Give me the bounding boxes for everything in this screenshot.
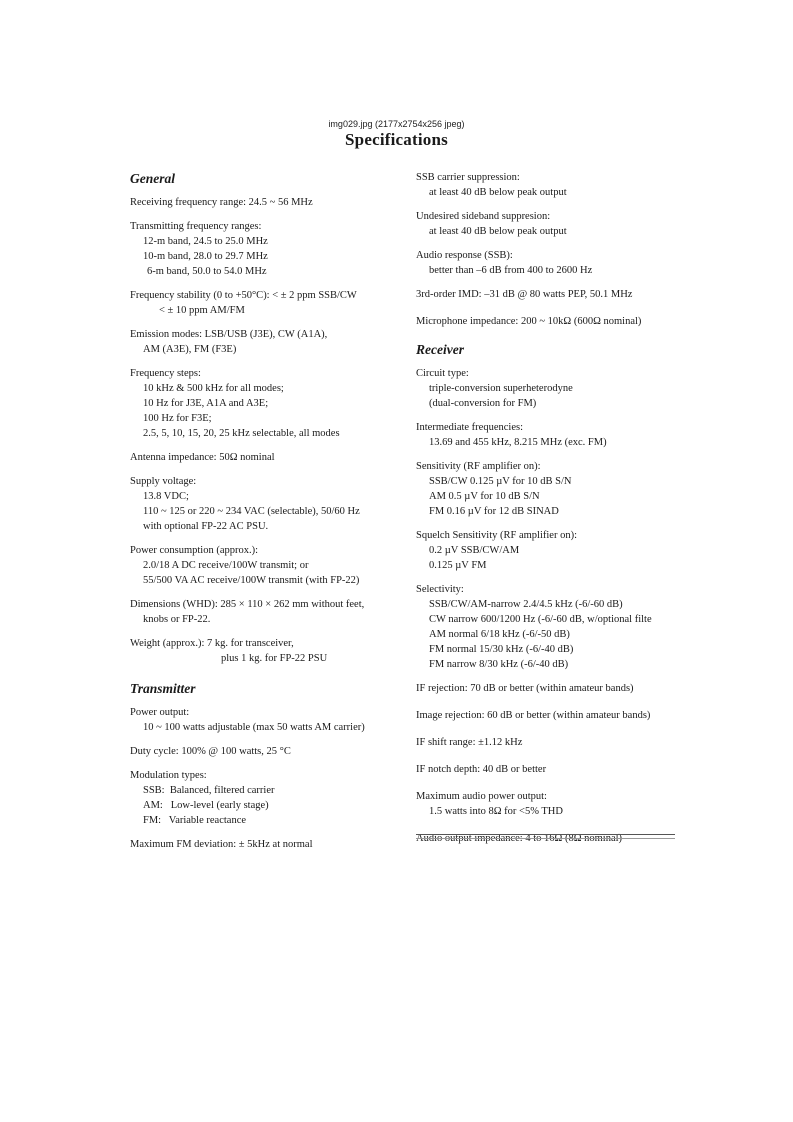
- spec-label: SSB carrier suppression:: [416, 172, 520, 183]
- image-caption: img029.jpg (2177x2754x256 jpeg): [328, 119, 465, 129]
- spec-label: Sensitivity (RF amplifier on):: [416, 461, 541, 472]
- spec-value: SSB/CW/AM-narrow 2.4/4.5 kHz (-6/-60 dB): [429, 599, 623, 610]
- spec-value: AM: Low-level (early stage): [143, 800, 269, 811]
- spec-value: 10-m band, 28.0 to 29.7 MHz: [143, 251, 268, 262]
- spec-selectivity: [416, 582, 686, 672]
- spec-value: 0.2 µV SSB/CW/AM: [429, 545, 520, 556]
- spec-transmitting-ranges: [130, 219, 392, 279]
- spec-value: 55/500 VA AC receive/100W transmit (with FP-22): [143, 575, 360, 586]
- spec-value: FM narrow 8/30 kHz (-6/-40 dB): [429, 659, 569, 670]
- section-general-heading: General: [130, 171, 175, 186]
- spec-value: knobs or FP-22.: [143, 614, 211, 625]
- spec-value: 10 kHz & 500 kHz for all modes;: [143, 383, 284, 394]
- page-title: Specifications: [345, 130, 448, 149]
- spec-value: FM normal 15/30 kHz (-6/-40 dB): [429, 644, 574, 655]
- spec-value: 0.125 µV FM: [429, 560, 487, 571]
- spec-value: at least 40 dB below peak output: [429, 226, 567, 237]
- spec-intermediate-frequencies: [416, 420, 686, 450]
- spec-if-shift: [416, 735, 686, 750]
- spec-line: IF rejection: 70 dB or better (within amateur bands): [416, 683, 634, 694]
- spec-line: Receiving frequency range: 24.5 ~ 56 MHz: [130, 197, 313, 208]
- spec-sensitivity: [416, 459, 686, 519]
- spec-value: CW narrow 600/1200 Hz (-6/-60 dB, w/optional filte: [429, 614, 652, 625]
- spec-label: Modulation types:: [130, 770, 207, 781]
- spec-label: Audio response (SSB):: [416, 250, 513, 261]
- spec-value: better than –6 dB from 400 to 2600 Hz: [429, 265, 593, 276]
- right-column: [416, 170, 686, 855]
- spec-dimensions: [130, 597, 392, 627]
- spec-label: Circuit type:: [416, 368, 469, 379]
- spec-frequency-stability: [130, 288, 392, 318]
- spec-value: SSB: Balanced, filtered carrier: [143, 785, 275, 796]
- spec-value: (dual-conversion for FM): [429, 398, 537, 409]
- section-transmitter-heading: Transmitter: [130, 681, 196, 696]
- spec-power-consumption: [130, 543, 392, 588]
- spec-value: 10 Hz for J3E, A1A and A3E;: [143, 398, 269, 409]
- spec-line: IF notch depth: 40 dB or better: [416, 764, 547, 775]
- spec-value: at least 40 dB below peak output: [429, 187, 567, 198]
- spec-receiving-range: [130, 195, 392, 210]
- spec-value: AM normal 6/18 kHz (-6/-50 dB): [429, 629, 570, 640]
- spec-value: 2.0/18 A DC receive/100W transmit; or: [143, 560, 309, 571]
- spec-line: Frequency stability (0 to +50°C): < ± 2 ppm SSB/CW: [130, 290, 357, 301]
- spec-emission-modes: [130, 327, 392, 357]
- spec-value: with optional FP-22 AC PSU.: [143, 521, 269, 532]
- spec-line: Duty cycle: 100% @ 100 watts, 25 °C: [130, 746, 291, 757]
- spec-line: Audio output impedance: 4 to 16Ω (8Ω nominal): [416, 833, 623, 844]
- spec-value: triple-conversion superheterodyne: [429, 383, 573, 394]
- spec-if-notch: [416, 762, 686, 777]
- spec-line: Microphone impedance: 200 ~ 10kΩ (600Ω nominal): [416, 316, 642, 327]
- spec-value: plus 1 kg. for FP-22 PSU: [221, 653, 328, 664]
- spec-frequency-steps: [130, 366, 392, 441]
- spec-if-rejection: [416, 681, 686, 696]
- spec-audio-response: [416, 248, 686, 278]
- spec-line: Weight (approx.): 7 kg. for transceiver,: [130, 638, 294, 649]
- spec-label: Maximum audio power output:: [416, 791, 547, 802]
- spec-value: AM (A3E), FM (F3E): [143, 344, 237, 355]
- spec-value: FM 0.16 µV for 12 dB SINAD: [429, 506, 559, 517]
- spec-line: Image rejection: 60 dB or better (within amateur bands): [416, 710, 651, 721]
- spec-value: 2.5, 5, 10, 15, 20, 25 kHz selectable, all modes: [143, 428, 340, 439]
- spec-microphone-impedance: [416, 314, 686, 329]
- spec-value: FM: Variable reactance: [143, 815, 247, 826]
- spec-line: Antenna impedance: 50Ω nominal: [130, 452, 275, 463]
- spec-label: Intermediate frequencies:: [416, 422, 523, 433]
- spec-line: Emission modes: LSB/USB (J3E), CW (A1A),: [130, 329, 328, 340]
- spec-label: Undesired sideband suppresion:: [416, 211, 551, 222]
- spec-value: 13.69 and 455 kHz, 8.215 MHz (exc. FM): [429, 437, 607, 448]
- spec-antenna-impedance: [130, 450, 392, 465]
- spec-label: Squelch Sensitivity (RF amplifier on):: [416, 530, 577, 541]
- spec-value: 1.5 watts into 8Ω for <5% THD: [429, 806, 563, 817]
- spec-carrier-suppression: [416, 170, 686, 200]
- spec-line: 3rd-order IMD: –31 dB @ 80 watts PEP, 50.1 MHz: [416, 289, 633, 300]
- spec-imd: [416, 287, 686, 302]
- spec-circuit-type: [416, 366, 686, 411]
- spec-value: AM 0.5 µV for 10 dB S/N: [429, 491, 540, 502]
- spec-label: Power consumption (approx.):: [130, 545, 259, 556]
- left-column: [130, 170, 392, 861]
- section-receiver-heading: Receiver: [416, 342, 464, 357]
- spec-value: 110 ~ 125 or 220 ~ 234 VAC (selectable), 50/60 Hz: [143, 506, 360, 517]
- spec-value: 100 Hz for F3E;: [143, 413, 212, 424]
- spec-supply-voltage: [130, 474, 392, 534]
- spec-label: Frequency steps:: [130, 368, 201, 379]
- spec-label: Selectivity:: [416, 584, 464, 595]
- spec-value: SSB/CW 0.125 µV for 10 dB S/N: [429, 476, 572, 487]
- spec-value: 13.8 VDC;: [143, 491, 189, 502]
- spec-value: 6-m band, 50.0 to 54.0 MHz: [147, 266, 267, 277]
- spec-label: Transmitting frequency ranges:: [130, 221, 262, 232]
- spec-line: IF shift range: ±1.12 kHz: [416, 737, 523, 748]
- spec-power-output: [130, 705, 392, 735]
- spec-weight: [130, 636, 392, 666]
- spec-squelch-sensitivity: [416, 528, 686, 573]
- spec-value: 12-m band, 24.5 to 25.0 MHz: [143, 236, 268, 247]
- spec-audio-power: [416, 789, 686, 819]
- spec-image-rejection: [416, 708, 686, 723]
- spec-line: Maximum FM deviation: ± 5kHz at normal: [130, 839, 313, 850]
- spec-fm-deviation: [130, 837, 392, 852]
- spec-label: Supply voltage:: [130, 476, 197, 487]
- spec-value: < ± 10 ppm AM/FM: [159, 305, 245, 316]
- spec-modulation-types: [130, 768, 392, 828]
- spec-line: Dimensions (WHD): 285 × 110 × 262 mm without feet,: [130, 599, 365, 610]
- spec-label: Power output:: [130, 707, 190, 718]
- spec-sideband-suppression: [416, 209, 686, 239]
- spec-duty-cycle: [130, 744, 392, 759]
- footer-rule: [416, 834, 675, 839]
- spec-value: 10 ~ 100 watts adjustable (max 50 watts AM carrier): [143, 722, 365, 733]
